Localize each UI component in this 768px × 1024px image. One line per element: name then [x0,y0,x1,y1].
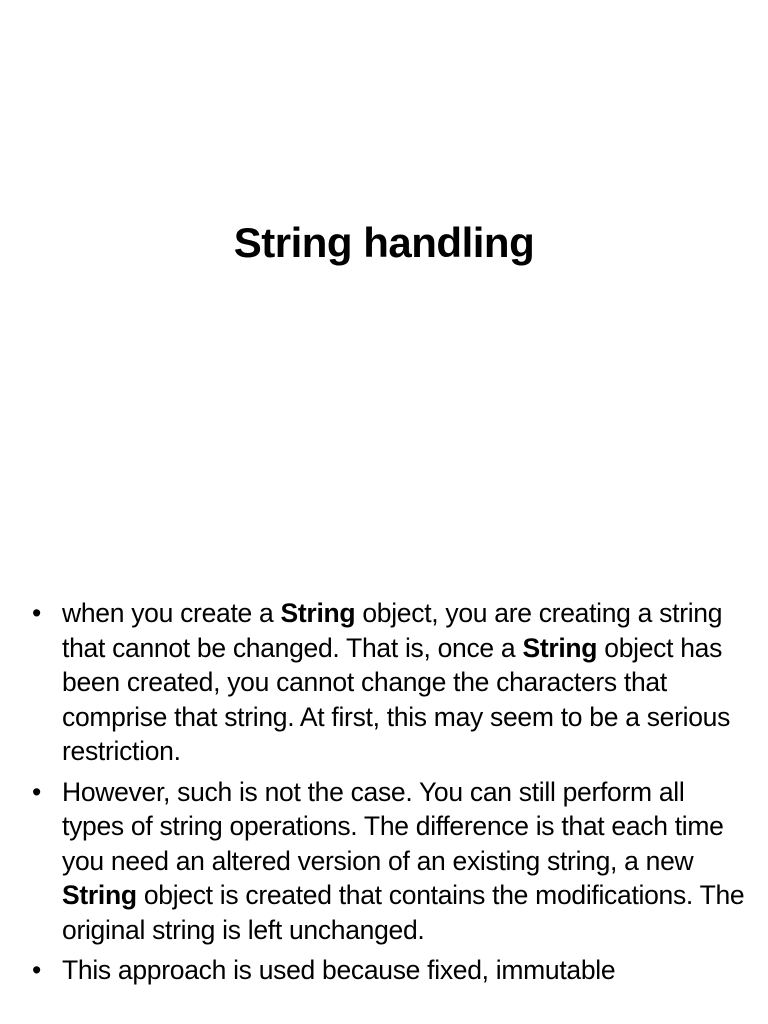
bullet-keyword: String [522,632,598,663]
bullet-text-segment: object, you are creating a string that cannot be changed. That is, once a [62,598,723,663]
bullet-text-segment: when you create a [62,598,281,628]
bullet-keyword: String [62,880,137,910]
bullet-item-3 [30,953,750,988]
bullet-dot-icon: • [32,598,41,628]
slide-title: String handling [233,219,535,266]
bullet-text-segment: object is created that contains the modifications. The original string is left unchanged. [62,880,745,945]
bullet-text-segment: object has been created, you cannot change the characters that comprise that string. At first, this may seem to be a serious restriction. [62,632,731,766]
bullet-dot-icon: • [32,955,41,985]
bullet-list [30,596,750,994]
bullet-text-segment: However, such is not the case. You can still perform all types of string operations. The difference is that each time you need an altered version of an existing string, a new [62,776,724,876]
bullet-keyword: String [280,598,356,628]
bullet-dot-icon: • [32,776,41,807]
bullet-item-2 [30,775,750,948]
bullet-item-1 [30,596,750,769]
bullet-text-segment: This approach is used because fixed, immutable [62,955,616,985]
